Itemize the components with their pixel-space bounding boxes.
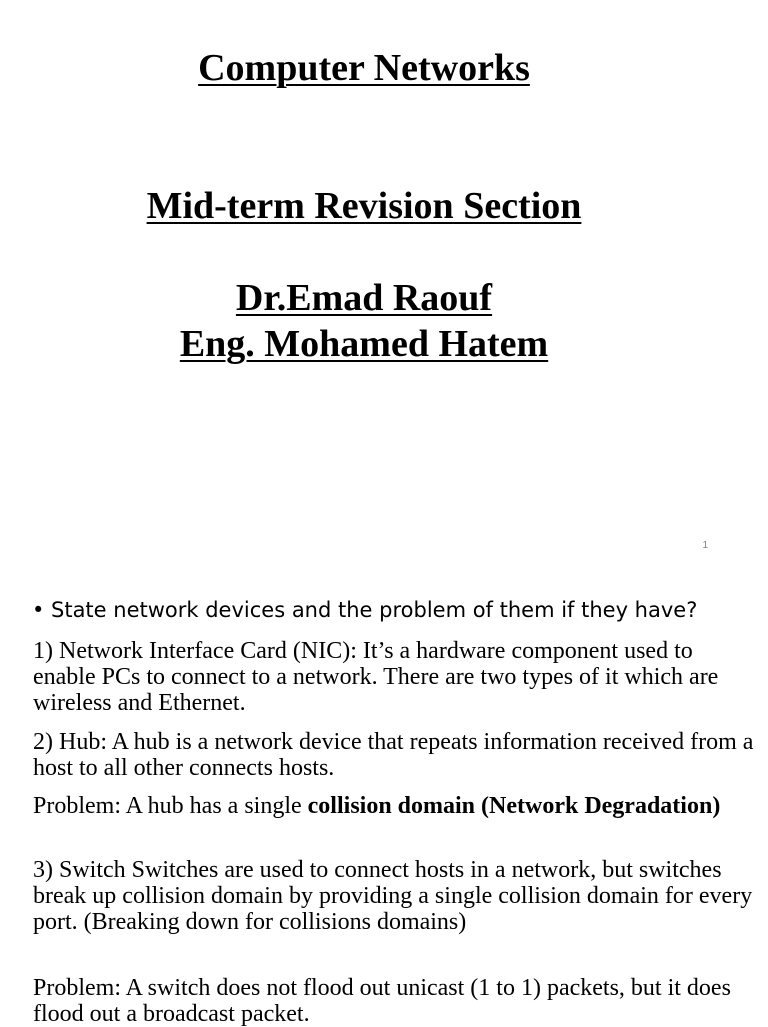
hub-problem-paragraph bbox=[33, 793, 761, 819]
author-name-2: Eng. Mohamed Hatem bbox=[179, 323, 549, 365]
slide-number: 1 bbox=[702, 540, 708, 551]
question-bullet bbox=[32, 596, 697, 624]
document-title: Computer Networks bbox=[198, 47, 530, 89]
bullet-dot-icon: • bbox=[32, 598, 45, 622]
author-name-1: Dr.Emad Raouf bbox=[235, 277, 493, 319]
hub-problem-prefix: Problem: A hub has a single bbox=[33, 793, 308, 819]
nic-paragraph: 1) Network Interface Card (NIC): It’s a hardware component used to enable PCs to connect to a network. There are two types of it which are wireless and Ethernet. bbox=[33, 638, 719, 716]
section-subtitle: Mid-term Revision Section bbox=[146, 185, 582, 227]
switch-problem-paragraph: Problem: A switch does not flood out unicast (1 to 1) packets, but it does flood out a broadcast packet. bbox=[33, 975, 731, 1027]
hub-problem-emphasis: collision domain (Network Degradation) bbox=[307, 793, 721, 819]
question-text: State network devices and the problem of them if they have? bbox=[51, 598, 698, 622]
hub-paragraph: 2) Hub: A hub is a network device that repeats information received from a host to all other connects hosts. bbox=[33, 729, 754, 781]
switch-paragraph: 3) Switch Switches are used to connect hosts in a network, but switches break up collision domain by providing a single collision domain for every port. (Breaking down for collisions domains) bbox=[33, 857, 753, 935]
